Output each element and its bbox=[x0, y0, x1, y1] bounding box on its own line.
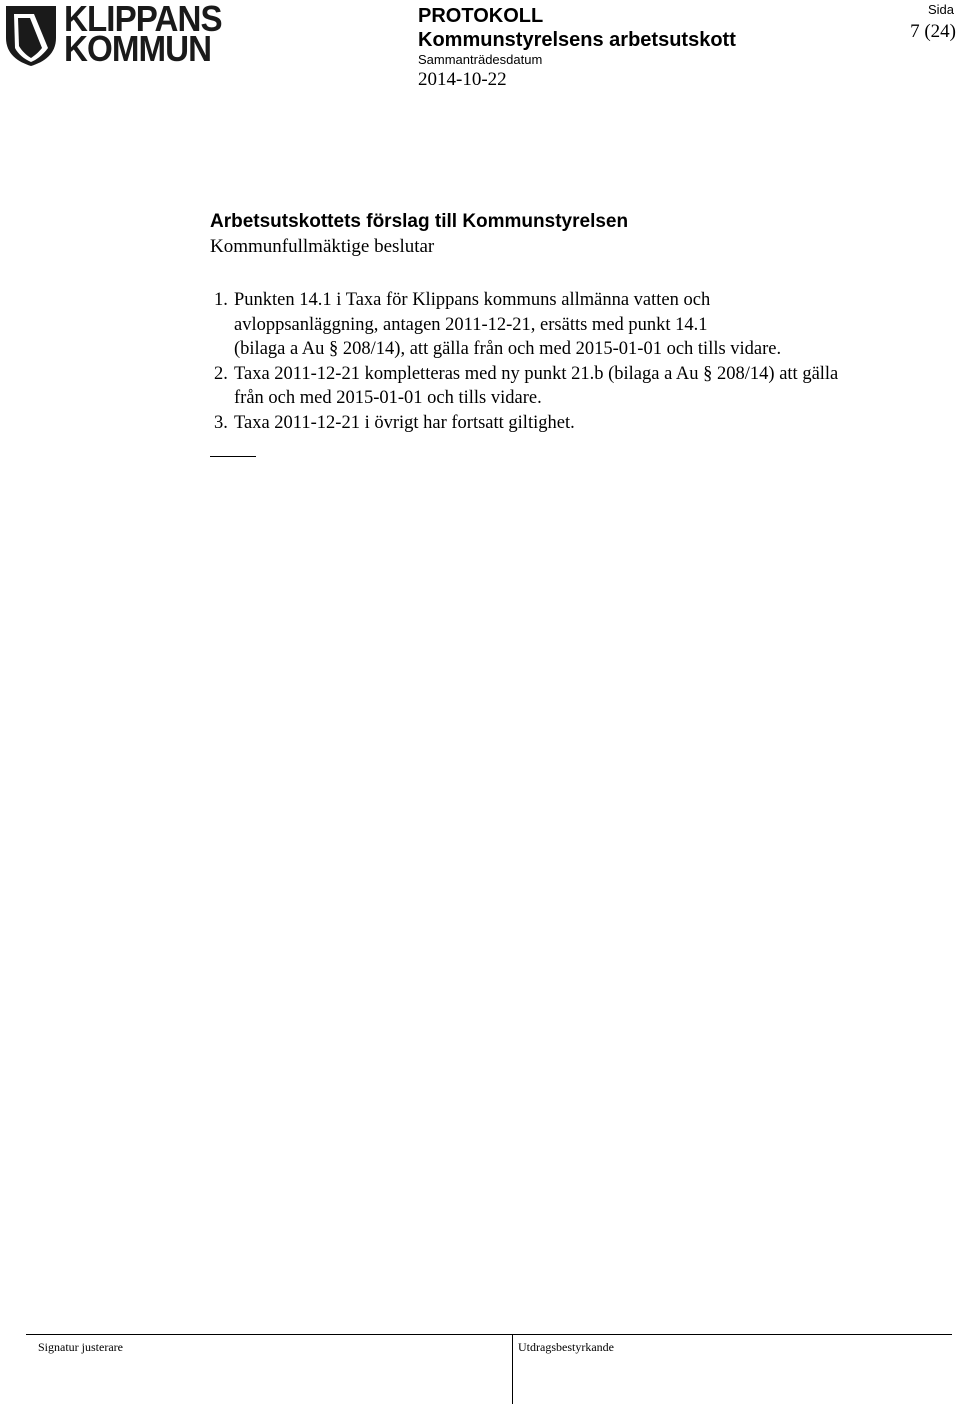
decision-number: 3. bbox=[214, 412, 228, 433]
footer-rule bbox=[26, 1334, 952, 1335]
klippans-kommun-logo bbox=[4, 0, 222, 69]
section-end-rule bbox=[210, 456, 256, 457]
document-type: PROTOKOLL bbox=[418, 5, 544, 27]
decision-number: 2. bbox=[214, 363, 228, 384]
section-heading: Arbetsutskottets förslag till Kommunstyrelsen bbox=[210, 211, 629, 232]
decision-text-line: Taxa 2011-12-21 kompletteras med ny punkt 21.b (bilaga a Au § 208/14) att gälla bbox=[234, 363, 839, 384]
decision-text-line: från och med 2015-01-01 och tills vidare. bbox=[234, 388, 542, 408]
meeting-date: 2014-10-22 bbox=[418, 69, 507, 90]
logo-line-1: KLIPPANS bbox=[64, 0, 222, 39]
decision-text-line: avloppsanläggning, antagen 2011-12-21, ersätts med punkt 14.1 bbox=[234, 314, 708, 335]
decision-item bbox=[214, 288, 944, 362]
footer-divider bbox=[512, 1334, 513, 1404]
decision-item bbox=[214, 362, 944, 411]
meeting-date-label: Sammanträdesdatum bbox=[418, 52, 543, 67]
page-number: 7 (24) bbox=[910, 21, 956, 42]
municipal-shield-icon bbox=[4, 4, 58, 68]
logo-wordmark bbox=[64, 0, 222, 69]
signature-field-label: Signatur justerare bbox=[38, 1340, 123, 1354]
certification-field-label: Utdragsbestyrkande bbox=[518, 1340, 614, 1354]
decision-number: 1. bbox=[214, 290, 228, 310]
logo-line-2: KOMMUN bbox=[64, 28, 212, 69]
decision-text-line: Punkten 14.1 i Taxa för Klippans kommuns allmänna vatten och bbox=[234, 290, 711, 310]
decision-text-line: Taxa 2011-12-21 i övrigt har fortsatt giltighet. bbox=[234, 412, 575, 433]
page-label: Sida bbox=[927, 2, 954, 17]
section-subheading: Kommunfullmäktige beslutar bbox=[210, 236, 435, 257]
decision-text-line: (bilaga a Au § 208/14), att gälla från och med 2015-01-01 och tills vidare. bbox=[234, 339, 782, 359]
decision-list bbox=[214, 288, 944, 435]
decision-item bbox=[214, 411, 944, 436]
committee-name: Kommunstyrelsens arbetsutskott bbox=[418, 29, 736, 51]
